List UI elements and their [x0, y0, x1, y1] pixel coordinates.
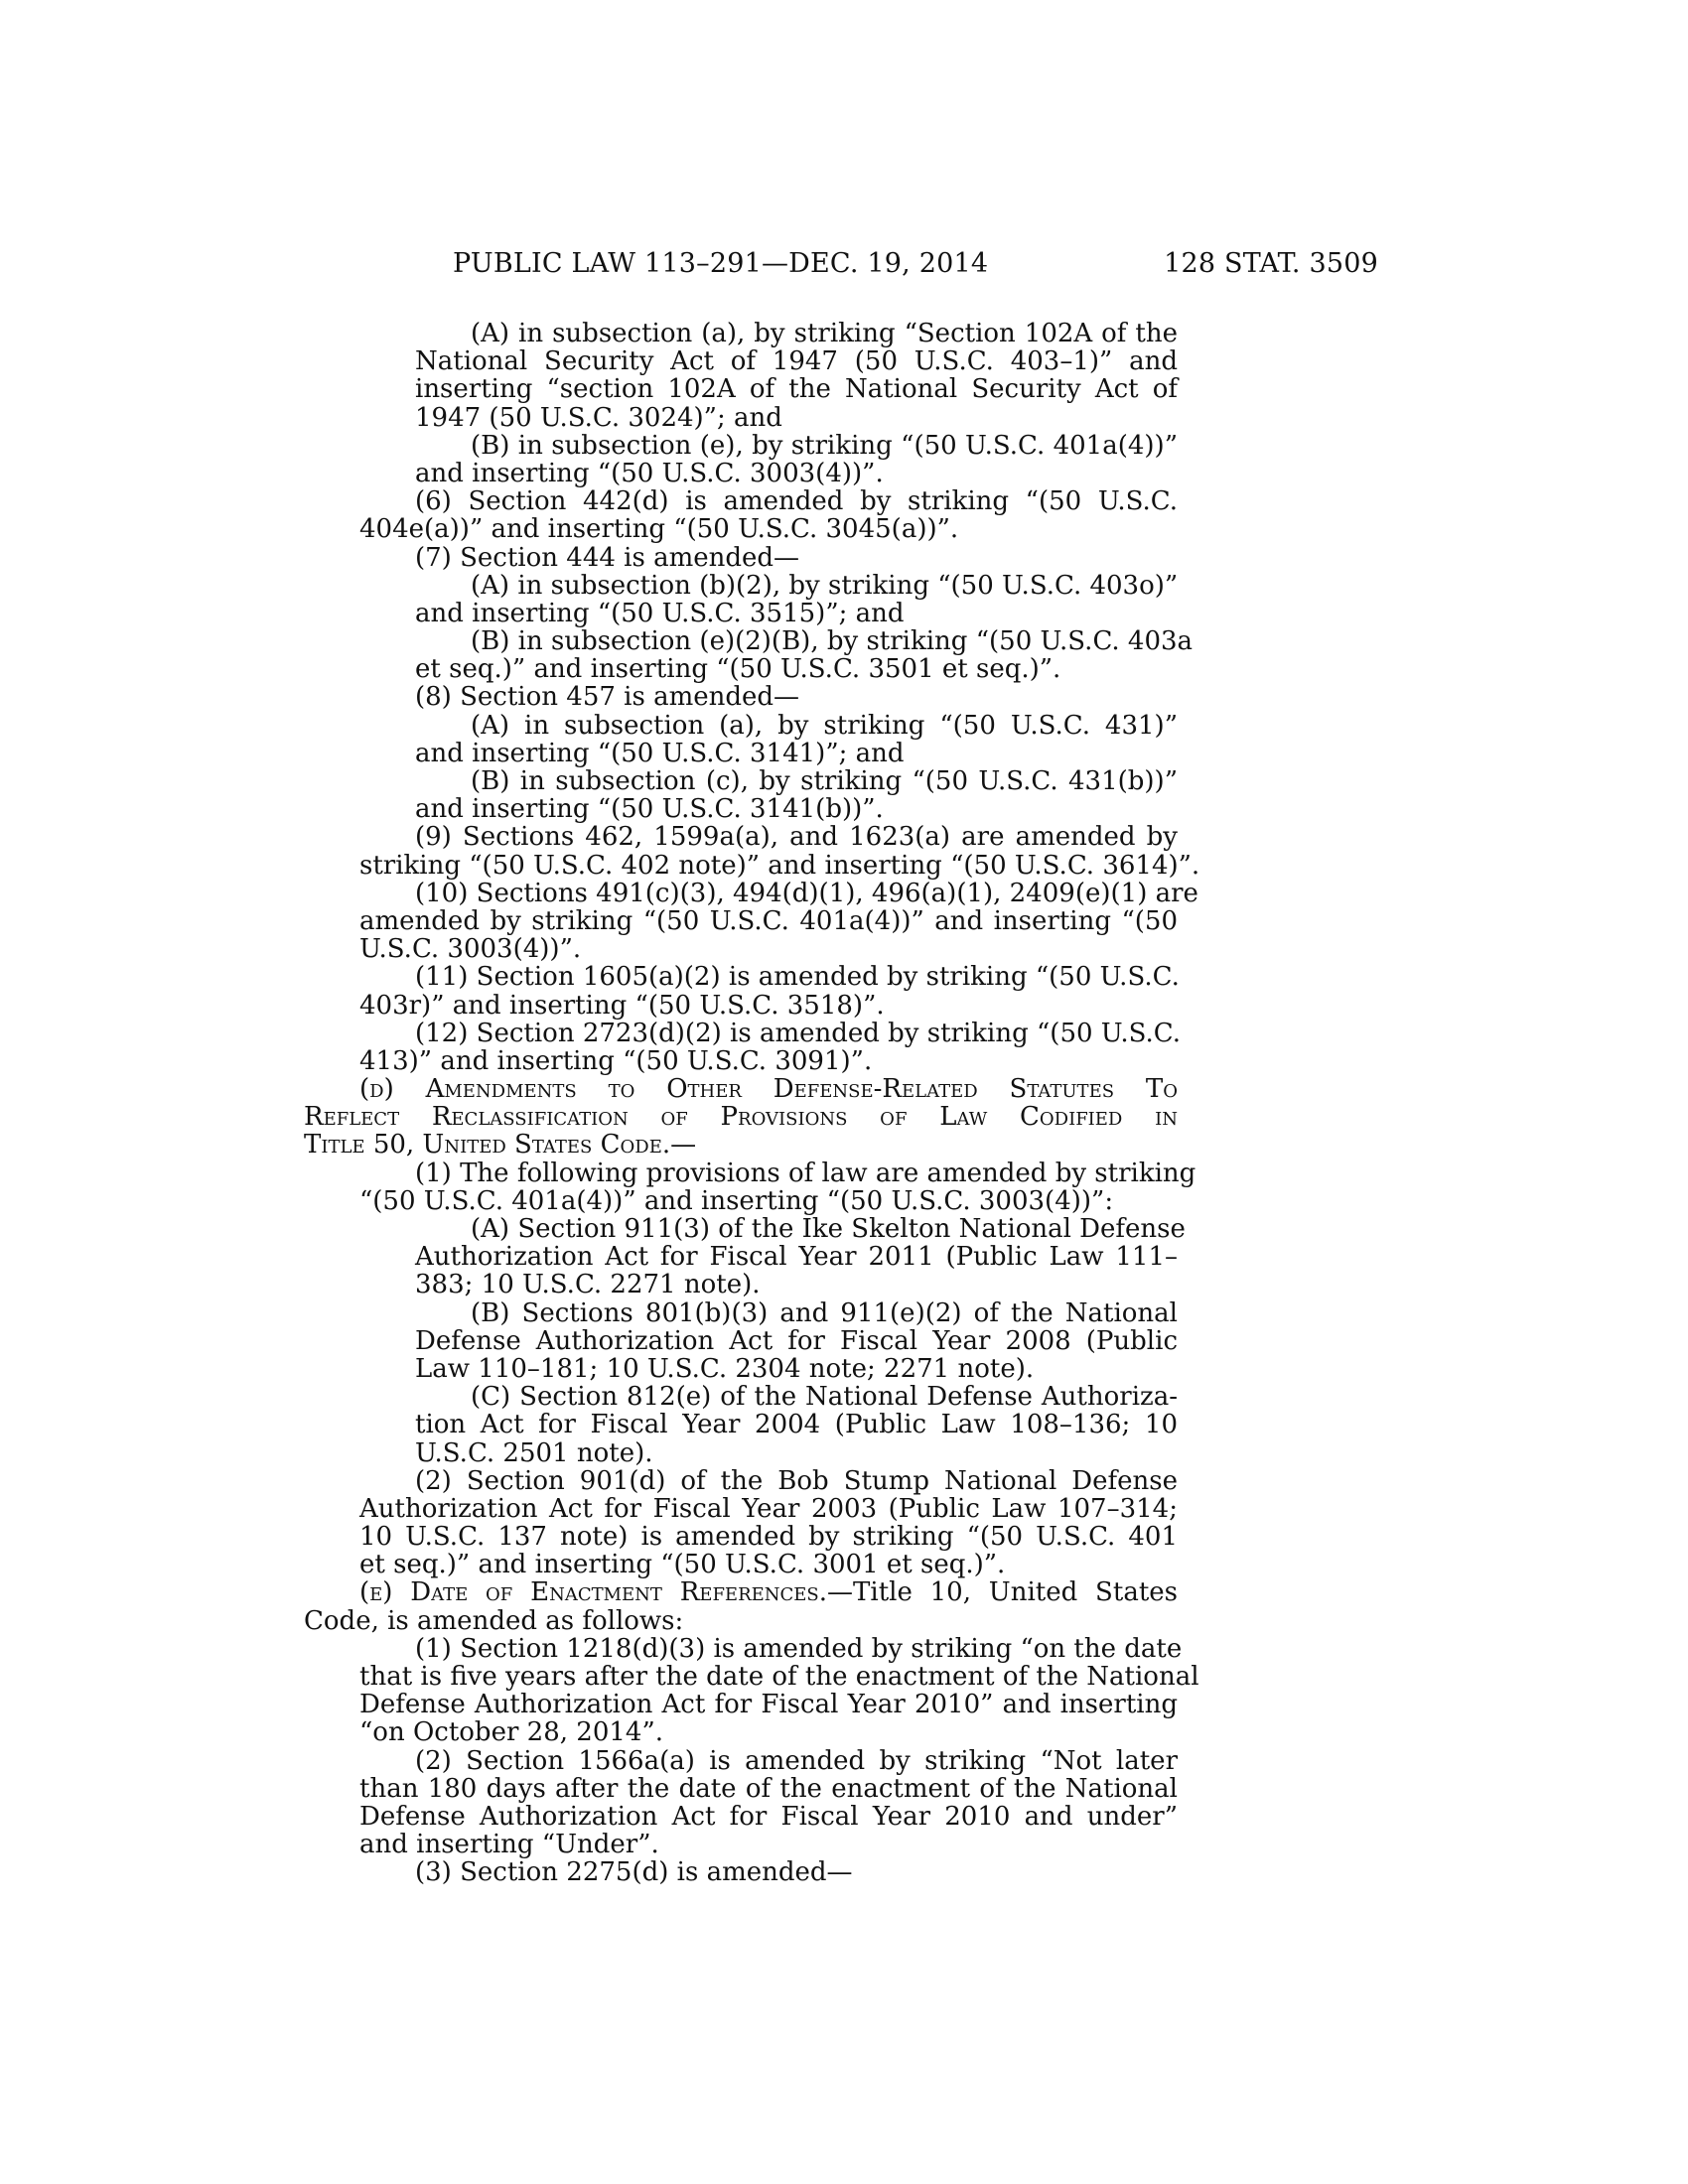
- text-line: (6) Section 442(d) is amended by striking “(50 U.S.C.: [415, 486, 1178, 517]
- text-line: “on October 28, 2014”.: [359, 1717, 663, 1748]
- text-line: Reflect Reclassification of Provisions of Law Codified in: [304, 1102, 1178, 1133]
- text-line: (10) Sections 491(c)(3), 494(d)(1), 496(a)(1), 2409(e)(1) are: [415, 878, 1198, 908]
- text-line: 403r)” and inserting “(50 U.S.C. 3518)”.: [359, 990, 885, 1021]
- text-line: (e) Date of Enactment References.—Title 10, United States: [359, 1577, 1178, 1608]
- text-line: U.S.C. 3003(4))”.: [359, 934, 582, 965]
- text-line: (d) Amendments to Other Defense-Related Statutes To: [359, 1074, 1178, 1105]
- paragraph: [304, 1214, 1186, 1300]
- text-line: and inserting “(50 U.S.C. 3515)”; and: [415, 598, 905, 628]
- text-line: (7) Section 444 is amended—: [415, 542, 800, 573]
- paragraph: [304, 1858, 1178, 1886]
- paragraph: [304, 1578, 1178, 1634]
- text-line: U.S.C. 2501 note).: [415, 1437, 653, 1468]
- text-line: and inserting “(50 U.S.C. 3141(b))”.: [415, 794, 884, 825]
- text-line: and inserting “(50 U.S.C. 3003(4))”.: [415, 458, 884, 488]
- text-line: 413)” and inserting “(50 U.S.C. 3091)”.: [359, 1045, 873, 1076]
- paragraph: [304, 320, 1178, 432]
- text-line: (2) Section 901(d) of the Bob Stump National Defense: [415, 1465, 1178, 1496]
- text-line: Law 110–181; 10 U.S.C. 2304 note; 2271 note).: [415, 1353, 1035, 1384]
- paragraph: [304, 963, 1178, 1019]
- paragraph: [304, 822, 1200, 881]
- statute-body: [304, 319, 1200, 1888]
- text-line: Defense Authorization Act for Fiscal Year 2010 and under”: [359, 1801, 1178, 1832]
- paragraph: [304, 767, 1178, 823]
- paragraph: [304, 544, 1178, 572]
- text-line: (A) in subsection (b)(2), by striking “(50 U.S.C. 403o)”: [471, 570, 1179, 601]
- text-line: Title 50, United States Code.—: [304, 1130, 697, 1160]
- text-line: Authorization Act for Fiscal Year 2011 (Public Law 111–: [415, 1242, 1178, 1273]
- text-line: (12) Section 2723(d)(2) is amended by striking “(50 U.S.C.: [415, 1018, 1181, 1048]
- paragraph: [304, 683, 1178, 711]
- text-line: Authorization Act for Fiscal Year 2003 (Public Law 107–314;: [359, 1493, 1178, 1524]
- text-line: and inserting “(50 U.S.C. 3141)”; and: [415, 738, 905, 768]
- text-line: than 180 days after the date of the enactment of the National: [359, 1773, 1178, 1804]
- text-line: (A) in subsection (a), by striking “Section 102A of the: [471, 319, 1178, 348]
- text-line: 383; 10 U.S.C. 2271 note).: [415, 1270, 761, 1300]
- text-line: (2) Section 1566a(a) is amended by striking “Not later: [415, 1745, 1178, 1776]
- text-line: (9) Sections 462, 1599a(a), and 1623(a) are amended by: [415, 822, 1178, 853]
- text-line: et seq.)” and inserting “(50 U.S.C. 3001 et seq.)”.: [359, 1550, 1006, 1580]
- text-line: (3) Section 2275(d) is amended—: [415, 1857, 853, 1888]
- paragraph: [304, 1075, 1178, 1160]
- text-line: (B) in subsection (c), by striking “(50 U.S.C. 431(b))”: [471, 766, 1178, 796]
- text-line: (B) in subsection (e), by striking “(50 U.S.C. 401a(4))”: [471, 430, 1178, 461]
- paragraph: [304, 432, 1178, 487]
- text-line: Code, is amended as follows:: [304, 1605, 684, 1636]
- paragraph: [304, 487, 1178, 543]
- paragraph: [304, 878, 1198, 965]
- text-line: that is five years after the date of the enactment of the National: [359, 1662, 1199, 1692]
- text-line: inserting “section 102A of the National Security Act of: [415, 374, 1178, 405]
- text-line: (1) Section 1218(d)(3) is amended by striking “on the date: [415, 1633, 1183, 1664]
- text-line: (C) Section 812(e) of the National Defense Authoriza-: [471, 1382, 1178, 1413]
- paragraph: [304, 1299, 1178, 1384]
- paragraph: [304, 626, 1194, 685]
- text-line: 404e(a))” and inserting “(50 U.S.C. 3045(a))”.: [359, 514, 959, 545]
- text-line: Defense Authorization Act for Fiscal Year 2008 (Public: [415, 1325, 1178, 1356]
- paragraph: [304, 1018, 1181, 1076]
- text-line: striking “(50 U.S.C. 402 note)” and inserting “(50 U.S.C. 3614)”.: [359, 850, 1200, 881]
- text-line: Defense Authorization Act for Fiscal Year 2010” and inserting: [359, 1690, 1178, 1720]
- text-line: (11) Section 1605(a)(2) is amended by striking “(50 U.S.C.: [415, 962, 1180, 993]
- text-line: 10 U.S.C. 137 note) is amended by striking “(50 U.S.C. 401: [359, 1522, 1178, 1553]
- paragraph: [304, 572, 1178, 627]
- text-line: (1) The following provisions of law are amended by striking: [415, 1158, 1196, 1188]
- text-line: National Security Act of 1947 (50 U.S.C. 403–1)” and: [415, 346, 1178, 377]
- text-line: tion Act for Fiscal Year 2004 (Public Law 108–136; 10: [415, 1410, 1178, 1440]
- text-line: 1947 (50 U.S.C. 3024)”; and: [415, 402, 782, 433]
- statute-page-number: 128 STAT. 3509: [1164, 248, 1378, 279]
- paragraph: [304, 1467, 1178, 1579]
- text-line: et seq.)” and inserting “(50 U.S.C. 3501 et seq.)”.: [415, 654, 1061, 685]
- text-line: (A) in subsection (a), by striking “(50 U.S.C. 431)”: [471, 710, 1178, 741]
- paragraph: [304, 712, 1178, 767]
- public-law-citation: PUBLIC LAW 113–291—DEC. 19, 2014: [453, 248, 989, 279]
- text-line: (B) Sections 801(b)(3) and 911(e)(2) of the National: [471, 1297, 1178, 1328]
- text-line: “(50 U.S.C. 401a(4))” and inserting “(50 U.S.C. 3003(4))”:: [359, 1185, 1114, 1216]
- paragraph: [304, 1633, 1199, 1748]
- text-line: (A) Section 911(3) of the Ike Skelton National Defense: [471, 1214, 1186, 1244]
- text-line: amended by striking “(50 U.S.C. 401a(4))” and inserting “(50: [359, 905, 1178, 936]
- text-line: and inserting “Under”.: [359, 1830, 659, 1860]
- paragraph: [304, 1383, 1178, 1467]
- text-line: (B) in subsection (e)(2)(B), by striking “(50 U.S.C. 403a: [471, 626, 1194, 657]
- paragraph: [304, 1158, 1196, 1216]
- paragraph: [304, 1747, 1178, 1859]
- page-header: [453, 248, 1378, 288]
- text-line: (8) Section 457 is amended—: [415, 682, 800, 713]
- section-heading: (e) Date of Enactment References.: [359, 1577, 828, 1608]
